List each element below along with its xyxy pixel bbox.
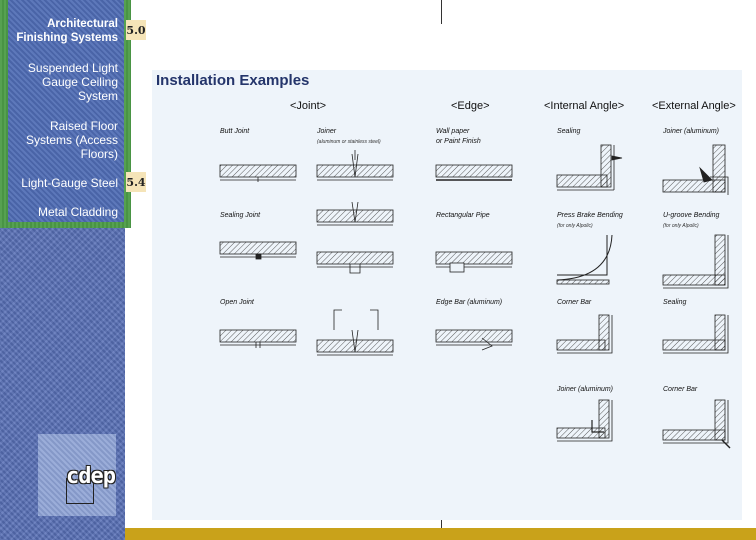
column-header-joint: <Joint> bbox=[290, 100, 327, 112]
drawing-corner-bar-internal bbox=[557, 315, 612, 353]
drawing-corner-bar-external bbox=[663, 400, 730, 448]
sidebar-item-light-gauge-steel[interactable]: Light-Gauge Steel bbox=[21, 176, 118, 190]
sidebar-item-suspended-ceiling[interactable]: Suspended Light Gauge Ceiling System bbox=[27, 61, 118, 103]
label-rectangular-pipe: Rectangular Pipe bbox=[436, 212, 490, 219]
column-header-internal-angle: <Internal Angle> bbox=[544, 100, 625, 112]
sidebar-item-raised-floor[interactable]: Raised Floor Systems (Access Floors) bbox=[25, 119, 118, 161]
label-sealing-external: Sealing bbox=[663, 299, 687, 306]
label-joiner-external: Joiner (aluminum) bbox=[663, 128, 720, 135]
label-paint-finish: or Paint Finish bbox=[436, 138, 481, 145]
cdep-logo[interactable] bbox=[38, 434, 116, 516]
label-edge-bar: Edge Bar (aluminum) bbox=[436, 299, 503, 306]
label-joiner-note: (aluminum or stainless steel) bbox=[317, 139, 381, 145]
drawing-u-groove bbox=[663, 235, 728, 288]
figure-title: Installation Examples bbox=[156, 72, 310, 89]
label-press-brake: Press Brake Bending bbox=[557, 212, 623, 219]
subsection-number-badge: 5.4 bbox=[126, 172, 146, 192]
label-joiner: Joiner bbox=[317, 128, 337, 135]
label-corner-bar-external: Corner Bar bbox=[663, 386, 698, 393]
drawing-joiner-row3 bbox=[317, 310, 393, 355]
drawing-press-brake bbox=[557, 235, 612, 284]
sidebar-item-metal-cladding[interactable]: Metal Cladding bbox=[37, 205, 118, 219]
drawing-edge-bar bbox=[436, 330, 512, 350]
bottom-accent-bar bbox=[125, 528, 756, 540]
drawing-sealing-joint bbox=[220, 242, 296, 259]
drawing-rectangular-pipe bbox=[436, 252, 512, 272]
label-wall-paper: Wall paper bbox=[436, 128, 470, 135]
drawing-joiner-row2 bbox=[317, 202, 393, 273]
logo-text: cdep bbox=[66, 464, 115, 489]
drawing-joiner-external bbox=[663, 145, 728, 195]
label-joiner-internal: Joiner (aluminum) bbox=[557, 386, 614, 393]
label-sealing-internal: Sealing bbox=[557, 128, 581, 135]
label-open-joint: Open Joint bbox=[220, 299, 254, 306]
drawing-butt-joint bbox=[220, 165, 296, 182]
drawing-sealing-external bbox=[663, 315, 728, 353]
label-sealing-joint: Sealing Joint bbox=[220, 212, 261, 219]
label-u-groove-note: (for only Alpolic) bbox=[663, 223, 699, 229]
crop-mark-top bbox=[441, 0, 442, 24]
column-header-external-angle: <External Angle> bbox=[652, 100, 736, 112]
sidebar-header-title[interactable]: Architectural Finishing Systems bbox=[16, 18, 118, 44]
drawing-joiner-internal bbox=[557, 400, 612, 441]
drawing-joiner bbox=[317, 150, 393, 180]
label-corner-bar-internal: Corner Bar bbox=[557, 299, 592, 306]
label-butt-joint: Butt Joint bbox=[220, 128, 250, 135]
drawing-open-joint bbox=[220, 330, 296, 348]
installation-detail-drawings bbox=[152, 70, 742, 520]
label-u-groove: U-groove Bending bbox=[663, 212, 720, 219]
sidebar bbox=[0, 0, 125, 540]
drawing-wall-paper bbox=[436, 165, 512, 180]
section-number-badge: 5.0 bbox=[126, 20, 146, 40]
installation-examples-figure bbox=[152, 70, 742, 520]
label-press-brake-note: (for only Alpolic) bbox=[557, 223, 593, 229]
column-header-edge: <Edge> bbox=[451, 100, 490, 112]
drawing-sealing-internal bbox=[557, 145, 622, 190]
